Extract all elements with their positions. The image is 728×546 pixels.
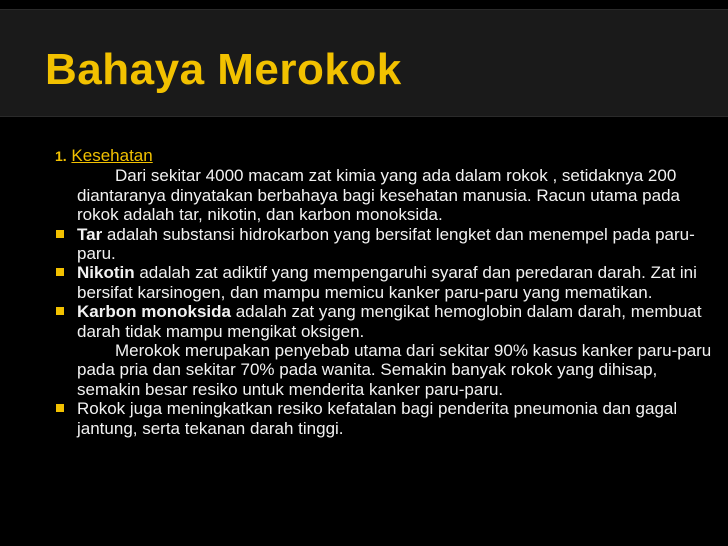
bullet-item xyxy=(55,399,715,438)
bullet-term: Nikotin xyxy=(77,263,135,283)
slide-title: Bahaya Merokok xyxy=(45,45,402,94)
bullet-text: adalah zat adiktif yang mempengaruhi syaraf dan peredaran darah. Zat ini bersifat karsinogen, dan mampu memicu kanker paru-paru yang mematikan. xyxy=(77,263,697,302)
section-heading: Kesehatan xyxy=(71,146,153,165)
bullet-item xyxy=(55,263,715,302)
bullet-item xyxy=(55,225,715,264)
bullet-text: adalah zat yang mengikat hemoglobin dalam darah, membuat darah tidak mampu mengikat oksigen. xyxy=(77,302,702,341)
bullet-text: adalah substansi hidrokarbon yang bersifat lengket dan menempel pada paru-paru. xyxy=(77,224,695,264)
bullet-term: Tar xyxy=(77,224,103,244)
bullet-item xyxy=(55,302,715,399)
square-bullet-icon xyxy=(55,263,77,282)
section-text: Dari sekitar 4000 macam zat kimia yang ada dalam rokok , setidaknya 200 diantaranya dinyatakan berbahaya bagi kesehatan manusia. Racun utama pada rokok adalah tar, nikotin, dan karbon monoksida. xyxy=(77,166,680,225)
slide-body xyxy=(55,146,715,438)
title-band xyxy=(0,9,728,117)
bullet-continuation: Merokok merupakan penyebab utama dari sekitar 90% kasus kanker paru-paru pada pria dan sekitar 70% pada wanita. Semakin banyak rokok yang dihisap, semakin besar resiko untuk menderita kanker paru-paru. xyxy=(77,341,712,399)
section-paragraph xyxy=(55,146,715,225)
square-bullet-icon xyxy=(55,225,77,244)
section-number: 1. xyxy=(55,148,67,164)
square-bullet-icon xyxy=(55,399,77,418)
square-bullet-icon xyxy=(55,302,77,321)
bullet-text: Rokok juga meningkatkan resiko kefatalan bagi penderita pneumonia dan gagal jantung, serta tekanan darah tinggi. xyxy=(77,399,678,438)
bullet-term: Karbon monoksida xyxy=(77,302,231,322)
